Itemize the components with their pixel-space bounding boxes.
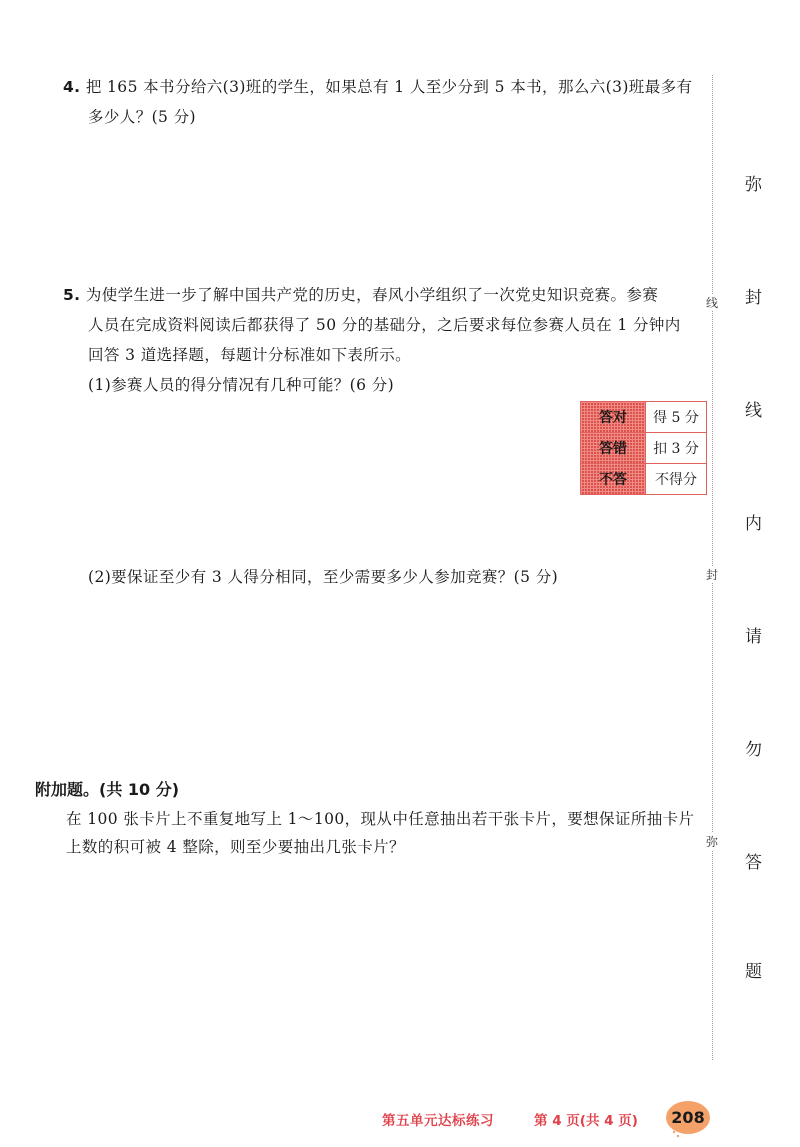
table-label-cell: 答对	[581, 402, 646, 433]
margin-char: 题	[745, 962, 762, 982]
q4-line-1	[63, 76, 692, 98]
margin-char: 封	[745, 288, 762, 308]
q4-number: 4.	[63, 78, 81, 96]
scoring-table	[580, 401, 707, 495]
q5-number: 5.	[63, 286, 81, 304]
table-row	[581, 464, 707, 495]
margin-char: 请	[745, 627, 762, 647]
table-row	[581, 402, 707, 433]
q5-line-1	[63, 284, 658, 306]
table-label-cell: 不答	[581, 464, 646, 495]
q4-text-1: 把 165 本书分给六(3)班的学生，如果总有 1 人至少分到 5 本书，那么六(3)班最多有	[85, 78, 693, 96]
footer-unit-title: 第五单元达标练习	[382, 1113, 494, 1129]
margin-char: 内	[745, 514, 762, 534]
margin-char: 线	[745, 401, 762, 421]
margin-char: 弥	[745, 175, 762, 195]
table-value-cell: 得 5 分	[646, 402, 707, 433]
q5-text-3: 回答 3 道选择题，每题计分标准如下表所示。	[88, 346, 412, 364]
binding-word: 封	[705, 568, 718, 582]
footer-page-info: 第 4 页(共 4 页)	[534, 1113, 638, 1129]
table-value-cell: 扣 3 分	[646, 433, 707, 464]
margin-char: 勿	[745, 740, 762, 760]
page-number-badge: 208	[666, 1101, 710, 1134]
table-value-cell: 不得分	[646, 464, 707, 495]
bonus-title: 附加题。(共 10 分)	[35, 780, 180, 799]
table-label-cell: 答错	[581, 433, 646, 464]
margin-char: 答	[745, 853, 762, 873]
bonus-text-1: 在 100 张卡片上不重复地写上 1～100，现从中任意抽出若干张卡片，要想保证所抽卡片	[66, 810, 695, 828]
q4-text-2: 多少人？(5 分)	[88, 108, 196, 126]
binding-word: 线	[705, 296, 718, 310]
q5-text-1: 为使学生进一步了解中国共产党的历史，春风小学组织了一次党史知识竞赛。参赛	[85, 286, 659, 304]
q5-text-2: 人员在完成资料阅读后都获得了 50 分的基础分，之后要求每位参赛人员在 1 分钟内	[88, 316, 681, 334]
q5-sub-question-2: (2)要保证至少有 3 人得分相同，至少需要多少人参加竞赛？(5 分)	[88, 568, 559, 586]
q5-sub-question-1: (1)参赛人员的得分情况有几种可能？(6 分)	[88, 376, 395, 394]
bonus-text-2: 上数的积可被 4 整除，则至少要抽出几张卡片？	[66, 838, 405, 856]
binding-word: 弥	[705, 835, 718, 849]
decorative-dots-icon	[672, 1130, 680, 1138]
table-row	[581, 433, 707, 464]
